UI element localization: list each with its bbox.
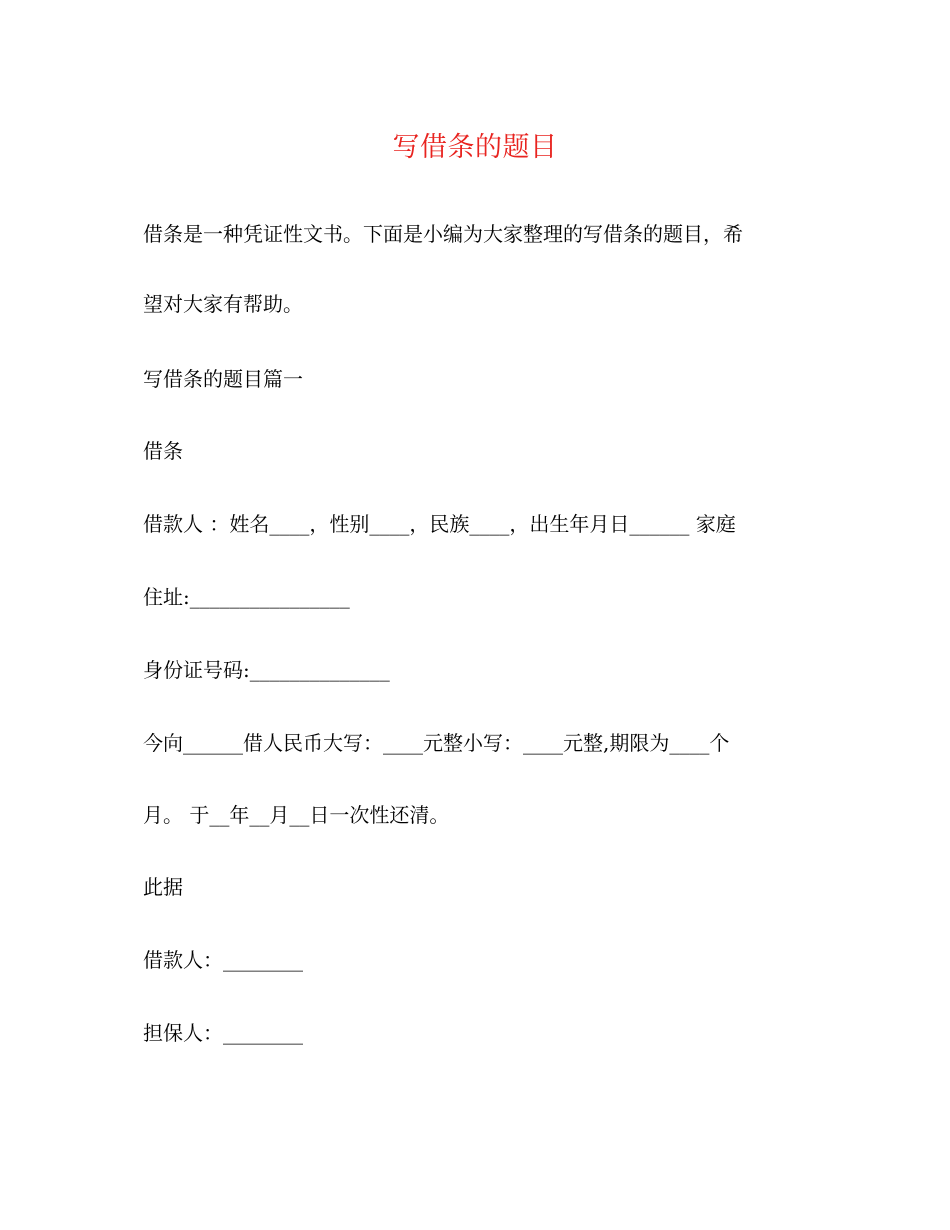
borrower-signature: 借款人：________ [143,948,303,972]
guarantor-signature: 担保人：________ [143,1021,303,1045]
document-title: 写借条的题目 [392,132,558,163]
id-number-line: 身份证号码:______________ [143,658,390,682]
intro-line-1: 借条是一种凭证性文书。下面是小编为大家整理的写借条的题目，希 [143,222,743,246]
closing-line: 此据 [143,875,183,899]
note-heading: 借条 [143,439,183,463]
section-heading: 写借条的题目篇一 [143,367,303,391]
intro-line-2: 望对大家有帮助。 [143,292,303,316]
address-line: 住址:________________ [143,585,350,609]
loan-amount-line: 今向______借人民币大写：____元整小写：____元整,期限为____个 [143,731,730,755]
repayment-line: 月。 于__年__月__日一次性还清。 [143,803,450,827]
borrower-info-line: 借款人 ：姓名____，性别____，民族____，出生年月日______ 家庭 [143,512,736,536]
